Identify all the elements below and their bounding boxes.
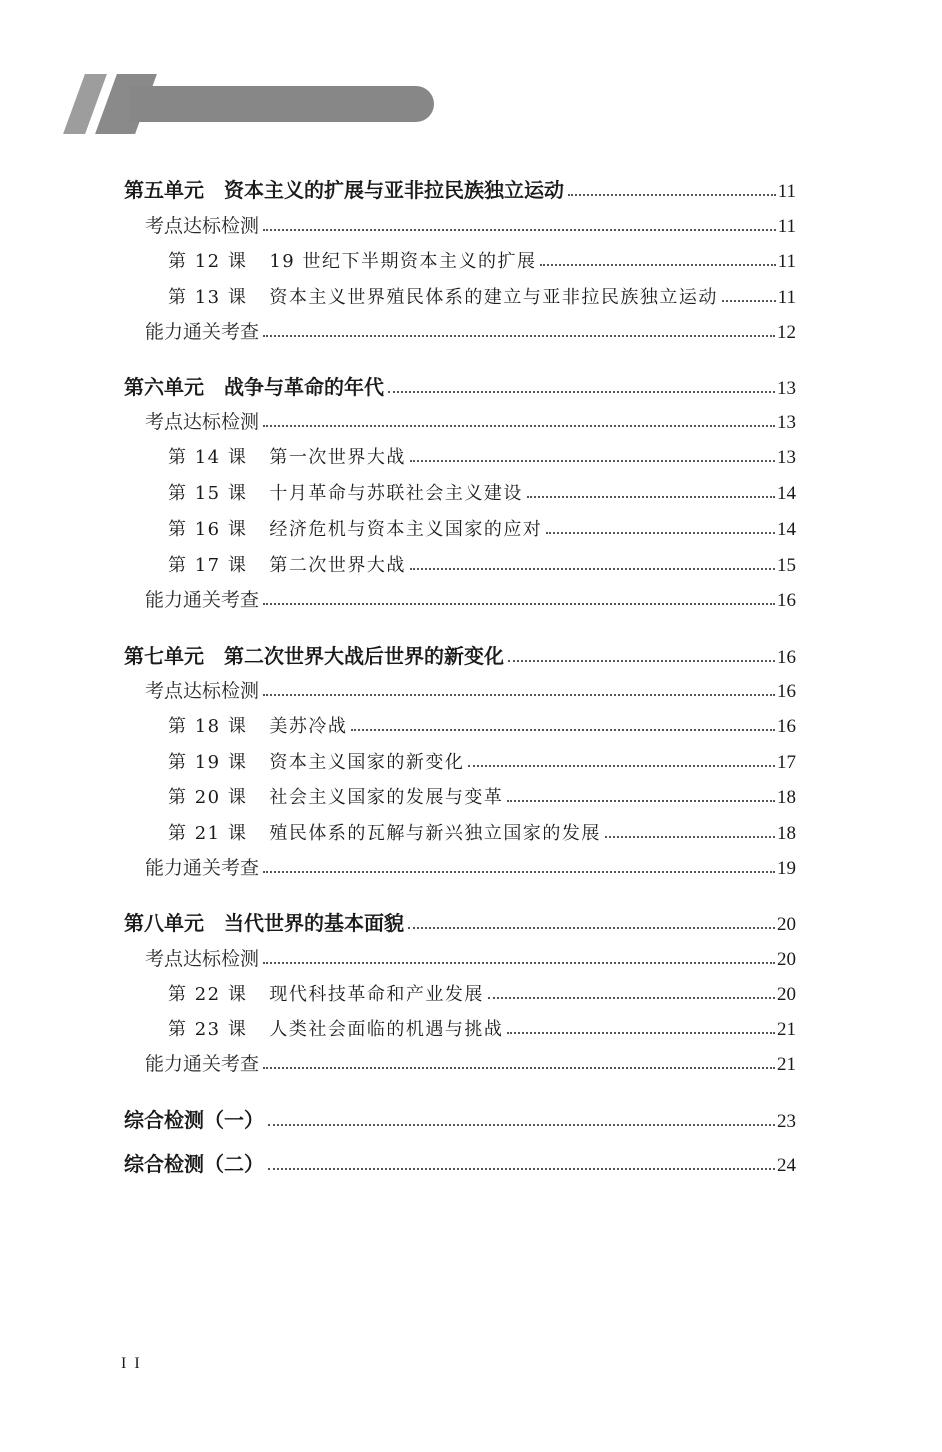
toc-page-number: 16 xyxy=(777,590,796,611)
toc-entry-text xyxy=(124,174,566,203)
toc-entry-lesson[interactable] xyxy=(124,976,796,1006)
toc-entry-title: 考点达标检测 xyxy=(145,215,260,237)
toc-entry-title: 殖民体系的瓦解与新兴独立国家的发展 xyxy=(269,823,601,844)
toc-entry-unit[interactable] xyxy=(124,639,796,669)
toc-entry-text xyxy=(124,317,261,344)
dot-leader xyxy=(351,729,775,731)
page-number: I I xyxy=(121,1355,142,1372)
toc-entry-text xyxy=(124,640,506,669)
toc-entry-label: 第 16 课 xyxy=(168,519,248,540)
toc-page-number: 17 xyxy=(777,752,796,773)
toc-entry-text xyxy=(124,712,349,738)
header-tab xyxy=(130,86,434,122)
dot-leader xyxy=(263,694,775,696)
toc-entry-title: 考点达标检测 xyxy=(145,948,260,970)
toc-entry-text xyxy=(124,515,544,541)
toc-page-number: 16 xyxy=(777,681,796,702)
toc-entry-text xyxy=(124,479,525,505)
toc-entry-title: 第二次世界大战后世界的新变化 xyxy=(224,644,504,668)
toc-entry-label: 第八单元 xyxy=(124,911,204,935)
toc-entry-text xyxy=(124,819,603,845)
dot-leader xyxy=(263,229,776,231)
dot-leader xyxy=(410,460,775,462)
toc-entry-sec[interactable] xyxy=(124,314,796,344)
toc-page-number: 18 xyxy=(777,823,796,844)
dot-leader xyxy=(263,603,775,605)
toc-entry-title: 资本主义世界殖民体系的建立与亚非拉民族独立运动 xyxy=(269,287,718,308)
toc-page-number: 21 xyxy=(777,1019,796,1040)
toc-entry-text xyxy=(124,211,261,238)
dot-leader xyxy=(508,660,775,662)
dot-leader xyxy=(263,962,775,964)
toc-page-number: 19 xyxy=(777,858,796,879)
toc-entry-text xyxy=(124,443,408,469)
toc-page-number: 13 xyxy=(777,378,796,399)
toc-page-number: 11 xyxy=(777,287,796,308)
toc-entry-lesson[interactable] xyxy=(124,439,796,469)
dot-leader xyxy=(410,568,775,570)
toc-entry-label: 第 19 课 xyxy=(168,752,248,773)
toc-entry-title: 综合检测（一） xyxy=(124,1108,264,1132)
toc-entry-sec[interactable] xyxy=(124,404,796,434)
toc-entry-title: 十月革命与苏联社会主义建设 xyxy=(269,483,523,504)
toc-entry-title: 能力通关考查 xyxy=(145,857,260,879)
toc-entry-title: 能力通关考查 xyxy=(145,321,260,343)
dot-leader xyxy=(540,264,775,266)
toc-entry-text xyxy=(124,944,261,971)
toc-entry-lesson[interactable] xyxy=(124,1011,796,1041)
toc-entry-label: 第六单元 xyxy=(124,375,204,399)
toc-entry-text xyxy=(124,1148,266,1177)
toc-entry-label: 第 12 课 xyxy=(168,251,248,272)
toc-entry-lesson[interactable] xyxy=(124,243,796,273)
toc-entry-lesson[interactable] xyxy=(124,744,796,774)
dot-leader xyxy=(268,1168,775,1170)
toc-entry-label: 第 17 课 xyxy=(168,555,248,576)
toc-entry-title: 社会主义国家的发展与变革 xyxy=(269,787,504,808)
toc-page-number: 23 xyxy=(777,1111,796,1132)
toc-page-number: 13 xyxy=(777,447,796,468)
dot-leader xyxy=(507,1032,775,1034)
toc-page-number: 24 xyxy=(777,1155,796,1176)
toc-entry-lesson[interactable] xyxy=(124,779,796,809)
toc-entry-text xyxy=(124,783,505,809)
toc-entry-title: 第一次世界大战 xyxy=(269,447,406,468)
toc-entry-text xyxy=(124,1104,266,1133)
toc-entry-title: 综合检测（二） xyxy=(124,1152,264,1176)
toc-page-number: 20 xyxy=(777,949,796,970)
toc-entry-sec[interactable] xyxy=(124,673,796,703)
toc-entry-title: 第二次世界大战 xyxy=(269,555,406,576)
toc-entry-text xyxy=(124,676,261,703)
toc-entry-text xyxy=(124,247,538,273)
dot-leader xyxy=(263,425,775,427)
toc-entry-text xyxy=(124,371,386,400)
toc-entry-title: 当代世界的基本面貌 xyxy=(224,911,404,935)
dot-leader xyxy=(527,496,775,498)
toc-entry-title: 考点达标检测 xyxy=(145,411,260,433)
toc-entry-title: 资本主义的扩展与亚非拉民族独立运动 xyxy=(224,178,564,202)
toc-entry-text xyxy=(124,853,261,880)
toc-entry-label: 第 21 课 xyxy=(168,823,248,844)
toc-entry-lesson[interactable] xyxy=(124,279,796,309)
dot-leader xyxy=(722,300,776,302)
toc-page-number: 21 xyxy=(777,1054,796,1075)
dot-leader xyxy=(468,765,775,767)
toc-entry-text xyxy=(124,407,261,434)
toc-page-number: 20 xyxy=(777,914,796,935)
header-title: 《世界历史》同步检测 xyxy=(150,23,355,47)
toc-entry-label: 第 13 课 xyxy=(168,287,248,308)
toc-entry-title: 战争与革命的年代 xyxy=(224,375,384,399)
toc-entry-label: 第 15 课 xyxy=(168,483,248,504)
toc-entry-sec[interactable] xyxy=(124,1046,796,1076)
toc-page-number: 20 xyxy=(777,984,796,1005)
toc-entry-sec[interactable] xyxy=(124,208,796,238)
toc-entry-text xyxy=(124,551,408,577)
toc-entry-title: 经济危机与资本主义国家的应对 xyxy=(269,519,543,540)
toc-entry-text xyxy=(124,980,486,1006)
toc-page-number: 13 xyxy=(777,412,796,433)
toc-page-number: 15 xyxy=(777,555,796,576)
toc-entry-text xyxy=(124,907,406,936)
toc-page-number: 18 xyxy=(777,787,796,808)
dot-leader xyxy=(263,871,775,873)
toc-page-number: 16 xyxy=(777,716,796,737)
toc-entry-label: 第 14 课 xyxy=(168,447,248,468)
dot-leader xyxy=(568,194,776,196)
toc-entry-title: 考点达标检测 xyxy=(145,680,260,702)
toc-entry-text xyxy=(124,748,466,774)
toc-entry-lesson[interactable] xyxy=(124,511,796,541)
toc-entry-label: 第 20 课 xyxy=(168,787,248,808)
toc-entry-comp[interactable] xyxy=(124,1103,796,1133)
toc-entry-comp[interactable] xyxy=(124,1147,796,1177)
toc-entry-label: 第五单元 xyxy=(124,178,204,202)
toc-entry-text xyxy=(124,283,720,309)
toc-entry-title: 能力通关考查 xyxy=(145,589,260,611)
toc-entry-text xyxy=(124,1049,261,1076)
dot-leader xyxy=(605,836,775,838)
header-banner xyxy=(60,74,380,134)
toc-entry-lesson[interactable] xyxy=(124,547,796,577)
toc-page-number: 14 xyxy=(777,483,796,504)
dot-leader xyxy=(263,1067,775,1069)
toc-entry-label: 第七单元 xyxy=(124,644,204,668)
toc-entry-title: 能力通关考查 xyxy=(145,1053,260,1075)
toc-page-number: 11 xyxy=(777,216,796,237)
toc-page-number: 14 xyxy=(777,519,796,540)
toc-entry-title: 美苏冷战 xyxy=(269,716,348,737)
toc-entry-label: 第 23 课 xyxy=(168,1019,248,1040)
dot-leader xyxy=(268,1124,775,1126)
toc-entry-text xyxy=(124,585,261,612)
toc-page-number: 16 xyxy=(777,647,796,668)
dot-leader xyxy=(507,800,775,802)
toc-entry-text xyxy=(124,1015,505,1041)
toc-entry-sec[interactable] xyxy=(124,941,796,971)
toc-page-number: 12 xyxy=(777,322,796,343)
toc-entry-label: 第 18 课 xyxy=(168,716,248,737)
dot-leader xyxy=(263,335,775,337)
toc-entry-title: 19 世纪下半期资本主义的扩展 xyxy=(269,251,537,272)
toc-entry-title: 人类社会面临的机遇与挑战 xyxy=(269,1019,504,1040)
toc-page-number: 11 xyxy=(777,251,796,272)
toc-entry-lesson[interactable] xyxy=(124,475,796,505)
toc-entry-unit[interactable] xyxy=(124,370,796,400)
dot-leader xyxy=(546,532,775,534)
toc-entry-unit[interactable] xyxy=(124,906,796,936)
dot-leader xyxy=(388,391,775,393)
dot-leader xyxy=(408,927,775,929)
toc-entry-title: 资本主义国家的新变化 xyxy=(269,752,465,773)
toc-entry-label: 第 22 课 xyxy=(168,984,248,1005)
toc-entry-unit[interactable] xyxy=(124,173,796,203)
toc-entry-sec[interactable] xyxy=(124,850,796,880)
dot-leader xyxy=(488,997,775,999)
toc-entry-title: 现代科技革命和产业发展 xyxy=(269,984,484,1005)
toc-page-number: 11 xyxy=(777,181,796,202)
toc-entry-lesson[interactable] xyxy=(124,815,796,845)
toc-entry-lesson[interactable] xyxy=(124,708,796,738)
toc-entry-sec[interactable] xyxy=(124,582,796,612)
